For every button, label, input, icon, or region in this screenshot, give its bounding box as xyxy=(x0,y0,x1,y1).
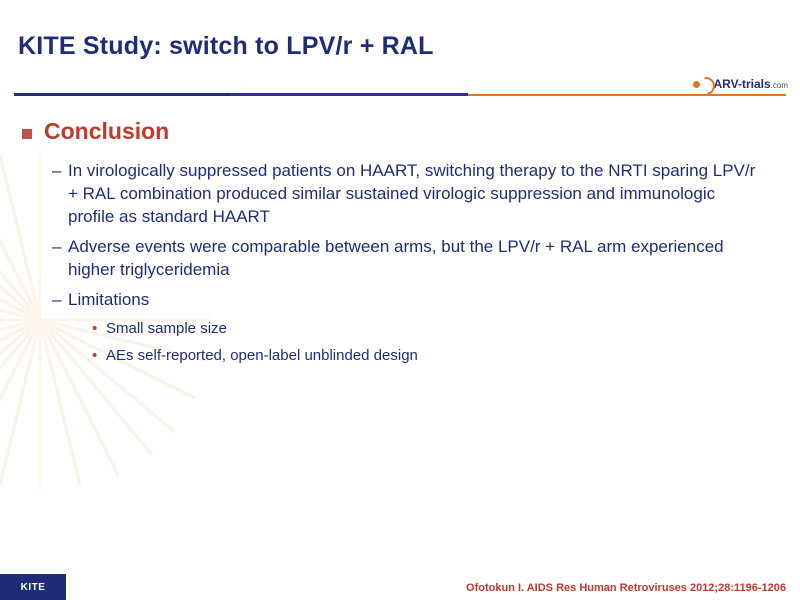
round-bullet-icon: • xyxy=(92,320,98,337)
round-bullet-icon: • xyxy=(92,347,98,364)
list-item xyxy=(22,118,800,145)
logo-text xyxy=(714,77,788,91)
logo-suffix: .com xyxy=(770,81,788,90)
header-rule-left xyxy=(14,93,231,96)
square-bullet-icon xyxy=(22,129,32,139)
page-title: KITE Study: switch to LPV/r + RAL xyxy=(18,32,434,60)
slide-body xyxy=(0,118,800,372)
list-item-text: In virologically suppressed patients on HAART, switching therapy to the NRTI sparing LPV/r + RAL combination produced similar sustained virologic suppression and immunologic profile as standard HAART xyxy=(68,161,756,226)
swoosh-icon xyxy=(693,76,711,92)
footer xyxy=(0,574,800,600)
dash-bullet-icon: – xyxy=(52,290,62,309)
list-item-text: Small sample size xyxy=(106,320,227,337)
list-item xyxy=(52,288,782,311)
header-rule-mid xyxy=(231,93,468,96)
dash-bullet-icon: – xyxy=(52,237,62,256)
list-item-text: Limitations xyxy=(68,290,150,309)
heading-conclusion: Conclusion xyxy=(44,118,170,144)
list-item-text: Adverse events were comparable between arms, but the LPV/r + RAL arm experienced higher triglyceridemia xyxy=(68,237,724,279)
list-item xyxy=(92,345,800,366)
list-item xyxy=(52,159,782,228)
list-item xyxy=(52,235,782,281)
footer-reference: Ofotokun I. AIDS Res Human Retroviruses 2012;28:1196-1206 xyxy=(466,582,786,594)
logo-name: ARV-trials xyxy=(713,77,771,91)
list-item xyxy=(92,318,800,339)
dash-bullet-icon: – xyxy=(52,161,62,180)
arv-trials-logo xyxy=(666,72,788,96)
list-item-text: AEs self-reported, open-label unblinded design xyxy=(106,347,418,364)
footer-study-tab: KITE xyxy=(0,574,66,600)
